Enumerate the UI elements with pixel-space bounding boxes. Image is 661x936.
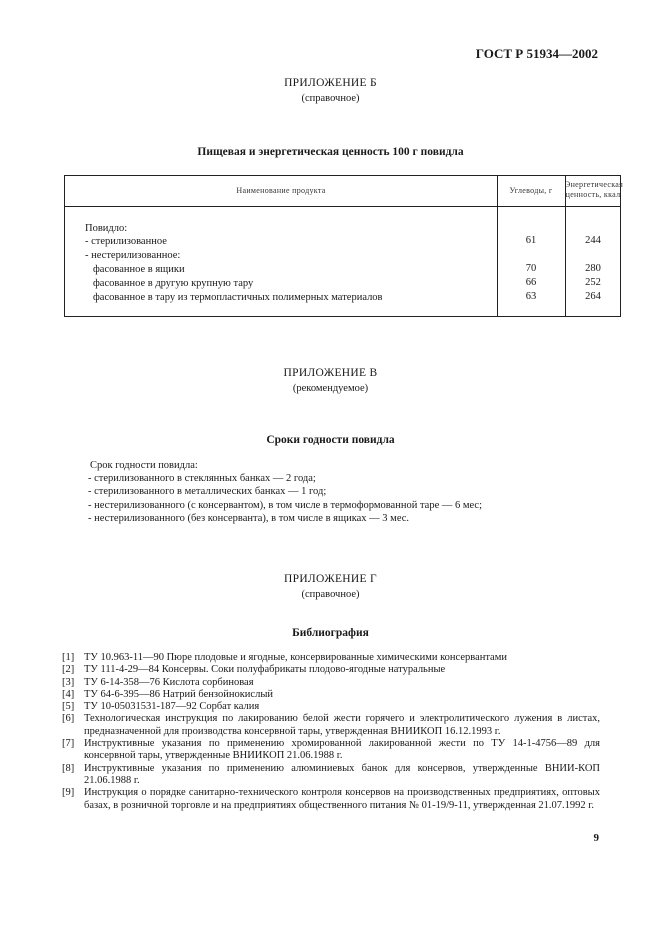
table-row: Повидло: <box>85 223 128 234</box>
bibliography-item: [9] Инструкция о порядке санитарно-технического контроля консервов на производственных предприятиях, оптовых базах, в розничной торговле и на предприятиях общественного питания № 01-19/9-11, утвержденная 21.07.1992 г. <box>62 787 600 811</box>
carbs-value: 63 <box>525 291 537 302</box>
table-row: фасованное в другую крупную тару <box>93 278 254 289</box>
bibliography-list <box>62 652 600 812</box>
bibliography-item: [7] Инструктивные указания по применению хромированной лакированной жести по ТУ 14-1-4756—89 для консервной тары, утвержденные ВНИИКОП 21.06.1988 г. <box>62 738 600 762</box>
list-item: - стерилизованного в металлических банках — 1 год; <box>88 486 327 498</box>
carbs-value: 61 <box>525 235 537 246</box>
carbs-value: 66 <box>525 277 537 288</box>
carbs-value: 70 <box>525 263 537 274</box>
table-row: - стерилизованное <box>85 236 167 247</box>
list-item: - стерилизованного в стеклянных банках — 2 года; <box>88 473 316 485</box>
shelf-life-list <box>90 459 482 525</box>
table-title: Пищевая и энергетическая ценность 100 г повидла <box>197 146 464 158</box>
column-header-energy: Энергетическая ценность, ккал <box>565 180 624 199</box>
energy-value: 264 <box>585 291 601 302</box>
energy-value: 280 <box>585 263 601 274</box>
energy-value: 252 <box>585 277 601 288</box>
appendix-b-title: ПРИЛОЖЕНИЕ Б <box>284 77 377 89</box>
table-row: - нестерилизованное: <box>85 250 181 261</box>
list-item: - нестерилизованного (без консерванта), в том числе в ящиках — 3 мес. <box>88 512 410 524</box>
appendix-v-title: ПРИЛОЖЕНИЕ В <box>283 367 378 379</box>
column-header-carbs: Углеводы, г <box>509 186 553 195</box>
appendix-b-type: (справочное) <box>301 93 360 104</box>
bibliography-title: Библиография <box>292 627 369 639</box>
table-row: фасованное в ящики <box>93 264 185 275</box>
shelf-life-intro: Срок годности повидла: <box>90 460 198 471</box>
bibliography-item: [6] Технологическая инструкция по лакированию белой жести горячего и электролитического лужения в листах, предназначенной для производства консервной тары, утвержденная ВНИИКОП 16.12.1993 г. <box>62 713 600 737</box>
page-number: 9 <box>593 832 599 844</box>
column-header-product: Наименование продукта <box>236 186 326 195</box>
table-row: фасованное в тару из термопластичных полимерных материалов <box>93 292 383 303</box>
bibliography-item: [3] ТУ 6-14-358—76 Кислота сорбиновая <box>62 676 254 688</box>
appendix-g-title: ПРИЛОЖЕНИЕ Г <box>284 573 377 585</box>
nutrition-table <box>64 175 624 317</box>
appendix-g-type: (справочное) <box>301 589 360 600</box>
shelf-life-title: Сроки годности повидла <box>266 434 395 446</box>
list-item: - нестерилизованного (с консервантом), в том числе в термоформованной таре — 6 мес; <box>88 499 482 511</box>
bibliography-item: [5] ТУ 10-05031531-187—92 Сорбат калия <box>62 701 260 713</box>
bibliography-item: [2] ТУ 111-4-29—84 Консервы. Соки полуфабрикаты плодово-ягодные натуральные <box>62 664 446 676</box>
appendix-v-type: (рекомендуемое) <box>292 383 369 394</box>
bibliography-item: [4] ТУ 64-6-395—86 Натрий бензойнокислый <box>62 688 273 700</box>
bibliography-item: [1] ТУ 10.963-11—90 Пюре плодовые и ягодные, консервированные химическими консервантами <box>62 652 507 663</box>
bibliography-item: [8] Инструктивные указания по применению алюминиевых банок для консервов, утвержденные ВНИИ-КОП 21.06.1988 г. <box>62 762 600 786</box>
energy-value: 244 <box>585 235 601 246</box>
document-code: ГОСТ Р 51934—2002 <box>475 46 598 61</box>
